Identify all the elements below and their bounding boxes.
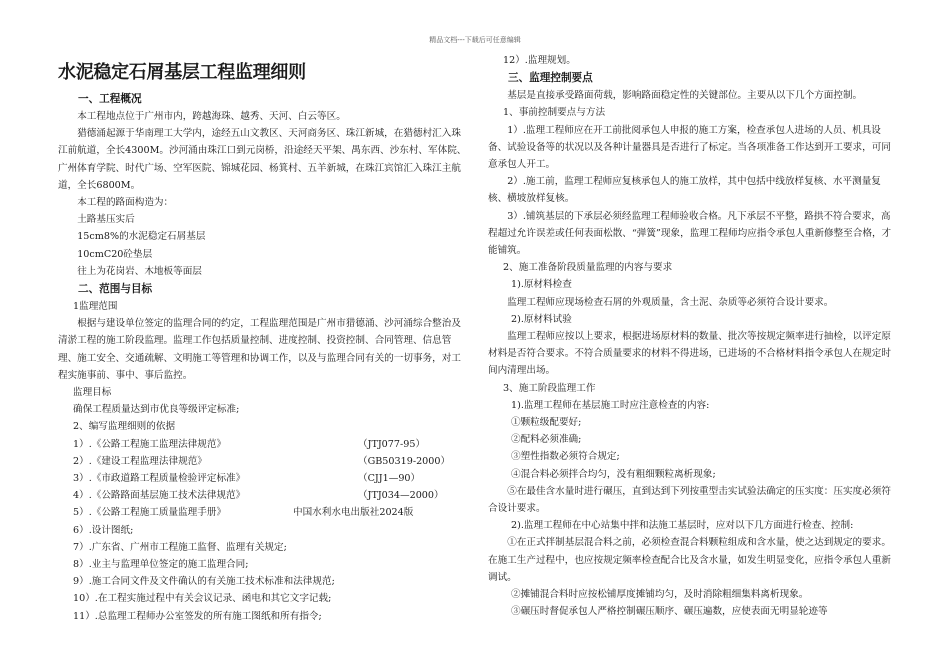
reference-item: [58, 487, 470, 504]
reference-title: 2）.《建设工程监理法律规范》: [73, 455, 207, 467]
page-header: 精品文档---下载后可任意编辑: [429, 36, 521, 44]
paragraph: 1）.监理工程师应在开工前批阅承包人申报的施工方案，检查承包人进场的人员、机具设备、试验设备等的状况以及各种计量器具是否进行了标定。当各项准备工作达到开工要求，可同意承包人开工。: [488, 124, 891, 171]
right-column: [488, 52, 892, 621]
paragraph: 土路基压实后: [77, 214, 135, 226]
subheading: 1).原材料检查: [511, 279, 572, 291]
reference-code: （CJJ1—90）: [358, 473, 421, 485]
list-item: 8）.业主与监理单位签定的施工监理合同;: [73, 559, 249, 571]
paragraph: 基层是直接承受路面荷载，影响路面稳定性的关键部位。主要从以下几个方面控制。: [507, 90, 863, 102]
reference-title: 4）.《公路路面基层施工技术法律规范》: [73, 490, 246, 502]
list-item: 11）.总监理工程师办公室签发的所有施工图纸和所有指令;: [73, 610, 322, 622]
left-column: [58, 52, 470, 625]
paragraph: 10cmC20砼垫层: [77, 248, 153, 260]
check-item: ②配料必须准确;: [511, 434, 582, 446]
reference-code: （JTJ077-95）: [358, 438, 426, 450]
reference-title: 1）.《公路工程施工监理法律规范》: [73, 438, 227, 450]
reference-item: [58, 470, 470, 487]
list-item: 6）.设计图纸;: [73, 524, 134, 536]
subheading: 1).监理工程师在基层施工时应注意检查的内容:: [511, 399, 710, 411]
check-item: ④混合料必须拌合均匀，没有粗细颗粒离析现象;: [511, 468, 716, 480]
subheading: 2).原材料试验: [511, 313, 572, 325]
paragraph: 15cm8%的水泥稳定石屑基层: [77, 231, 206, 243]
document-title: 水泥稳定石屑基层工程监理细则: [58, 62, 306, 83]
list-item: 9）.施工合同文件及文件确认的有关施工技术标准和法律规范;: [73, 576, 335, 588]
reference-code: （GB50319-2000）: [358, 455, 451, 467]
list-item: 10）.在工程实施过程中有关会议记录、函电和其它文字记载;: [73, 593, 332, 605]
subheading: 2、编写监理细则的依据: [73, 421, 176, 433]
section-heading-control: 三、监理控制要点: [508, 72, 593, 85]
list-item: 12）.监理规划。: [503, 55, 576, 66]
paragraph: 本工程的路面构造为：: [77, 197, 174, 209]
paragraph: 监理工程师应现场检查石屑的外观质量，含土泥、杂质等必须符合设计要求。: [507, 296, 834, 308]
paragraph: 本工程地点位于广州市内，跨越海珠、越秀、天河、白云等区。: [77, 111, 346, 122]
subheading: 1监理范围: [73, 301, 118, 313]
section-heading-overview: 一、工程概况: [78, 93, 142, 105]
subheading: 3、施工阶段监理工作: [503, 382, 596, 394]
paragraph: 2）.施工前，监理工程师应复核承包人的施工放样，其中包括中线放样复核、水平测量复核、横坡放样复核。: [488, 176, 881, 205]
reference-publisher: 中国水利水电出版社2024版: [293, 507, 414, 519]
subheading: 监理目标: [73, 387, 112, 399]
paragraph: 往上为花岗岩、木地板等面层: [77, 265, 202, 277]
paragraph: 确保工程质量达到市优良等级评定标准;: [73, 404, 240, 416]
paragraph: ⑤在最佳含水量时进行碾压，直到达到下列按重型击实试验法确定的压实度：压实度必须符合设计要求。: [488, 485, 891, 515]
reference-item: [58, 453, 470, 470]
reference-item: [58, 504, 470, 521]
list-item: 7）.广东省、广州市工程施工监督、监理有关规定;: [73, 541, 287, 553]
reference-item: [58, 436, 470, 453]
paragraph: 猎德涌起源于华南理工大学内，途经五山文教区、天河商务区、珠江新城，在猎德村汇入珠江前航道，全长4300M。沙河涌由珠江口到元岗桥，沿途经天平架、禺东西、沙东村、军体院、广州体育学院、时代广场、空军医院、锦城花园、杨箕村、五羊新城，在珠江宾馆汇入珠江主航道，全长6800M。: [58, 128, 467, 191]
paragraph: 监理工程师应按以上要求，根据进场原材料的数量、批次等按规定频率进行抽检，以评定原材料是否符合要求。不符合质量要求的材料不得进场，已进场的不合格材料指令承包人在规定时间内清理出场。: [488, 331, 891, 377]
subheading: 2、施工准备阶段质量监理的内容与要求: [503, 262, 673, 274]
check-item: ①颗粒级配要好;: [511, 417, 582, 429]
subheading: 2).监理工程师在中心站集中拌和法施工基层时，应对以下几方面进行检查、控制:: [511, 520, 854, 532]
paragraph: ①在正式拌制基层混合料之前，必须检查混合料颗粒组成和含水量，使之达到规定的要求。在施工生产过程中，也应按规定频率检查配合比及含水量，如发生明显变化，应指令承包人重新调试。: [488, 537, 891, 583]
reference-title: 3）.《市政道路工程质量检验评定标准》: [73, 473, 246, 485]
reference-code: （JTJ034—2000）: [358, 490, 444, 502]
subheading: 1、事前控制要点与方法: [503, 107, 606, 119]
reference-title: 5）.《公路工程施工质量监理手册》: [73, 507, 227, 519]
check-item: ③碾压时督促承包人严格控制碾压顺序、碾压遍数，应使表面无明显轮迹等: [511, 606, 828, 618]
check-item: ②摊铺混合料时应按松铺厚度摊铺均匀，及时消除粗细集料离析现象。: [511, 589, 809, 601]
section-heading-scope: 二、范围与目标: [78, 283, 153, 296]
check-item: ③塑性指数必须符合规定;: [511, 451, 620, 463]
paragraph: 3）.铺筑基层的下承层必须经监理工程师验收合格。凡下承层不平整，路拱不符合要求，高程超过允许误差或任何表面松散、“弹簧”现象，监理工程师均应指令承包人重新修整至合格，才能铺筑。: [488, 210, 892, 257]
paragraph: 根据与建设单位签定的监理合同的约定，工程监理范围是广州市猎德涌、沙河涌综合整治及清淤工程的施工阶段监理。监理工作包括质量控制、进度控制、投资控制、合同管理、信息管理、施工安全、交通疏解、文明施工等管理和协调工作，以及与监理合同有关的一切事务，对工程实施事前、事中、事后监控。: [58, 318, 461, 381]
